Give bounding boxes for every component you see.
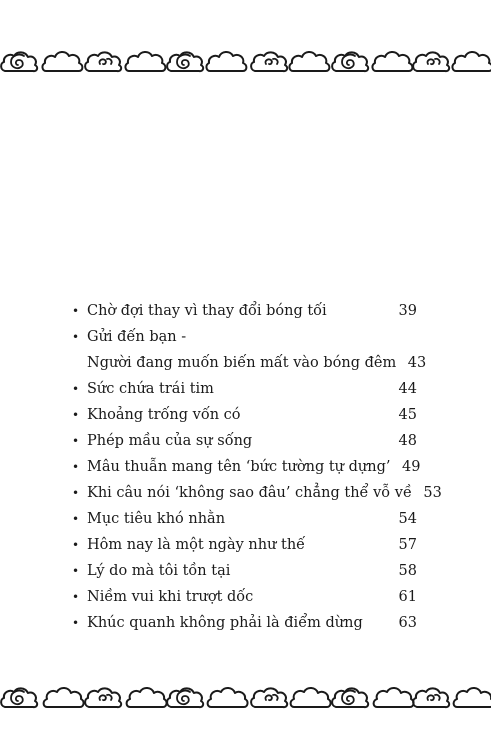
swirl-cloud-icon <box>332 52 368 71</box>
cloud-icon <box>206 52 246 71</box>
page-number: 58 <box>398 563 417 579</box>
cloud-icon <box>372 52 412 71</box>
entry-title: Chờ đợi thay vì thay đổi bóng tối <box>87 303 327 319</box>
cloud-icon <box>127 688 167 707</box>
cloud-icon <box>125 52 165 71</box>
swirl-cloud-icon <box>251 52 287 71</box>
toc-entry[interactable] <box>72 506 417 532</box>
cloud-icon <box>454 688 491 707</box>
entry-title: Khúc quanh không phải là điểm dừng <box>87 615 363 631</box>
page-number: 57 <box>398 537 417 553</box>
bullet-icon: • <box>72 590 80 604</box>
cloud-icon <box>44 688 84 707</box>
entry-title: Khi câu nói ‘không sao đâu’ chẳng thể vỗ về <box>87 485 412 501</box>
swirl-cloud-icon <box>167 688 203 707</box>
swirl-cloud-icon <box>1 688 37 707</box>
page-number: 54 <box>398 511 417 527</box>
entry-title: Mục tiêu khó nhằn <box>87 511 226 527</box>
swirl-cloud-icon <box>85 52 121 71</box>
swirl-cloud-icon <box>251 688 287 707</box>
swirl-cloud-icon <box>167 52 203 71</box>
bullet-icon: • <box>72 460 80 474</box>
page-number: 43 <box>407 355 427 371</box>
cloud-icon <box>374 688 414 707</box>
cloud-icon <box>208 688 248 707</box>
entry-title: Gửi đến bạn - <box>87 329 187 345</box>
cloud-icon <box>289 52 329 71</box>
cloud-icon <box>291 688 331 707</box>
toc-entry[interactable] <box>72 480 442 506</box>
bullet-icon: • <box>72 564 80 578</box>
bullet-icon: • <box>72 330 80 344</box>
swirl-cloud-icon <box>413 688 449 707</box>
cloud-row-bottom <box>0 682 491 716</box>
page-number: 61 <box>398 589 417 605</box>
toc-entry[interactable] <box>72 402 417 428</box>
bullet-icon: • <box>72 408 80 422</box>
bullet-icon: • <box>72 382 80 396</box>
entry-title: Hôm nay là một ngày như thế <box>87 537 306 553</box>
bullet-icon: • <box>72 512 80 526</box>
page-number: 44 <box>398 381 417 397</box>
bullet-icon: • <box>72 616 80 630</box>
swirl-cloud-icon <box>85 688 121 707</box>
entry-title: Phép mầu của sự sống <box>87 433 253 449</box>
cloud-row-top <box>0 46 491 80</box>
toc-entry[interactable] <box>72 584 417 610</box>
entry-title: Niềm vui khi trượt dốc <box>87 589 254 605</box>
toc-entry[interactable] <box>72 558 417 584</box>
page-number: 48 <box>398 433 417 449</box>
swirl-cloud-icon <box>1 52 37 71</box>
page-number: 53 <box>423 485 442 501</box>
entry-title: Khoảng trống vốn có <box>87 407 241 423</box>
toc-entry[interactable] <box>72 454 421 480</box>
entry-title-continued: Người đang muốn biến mất vào bóng đêm <box>87 355 397 371</box>
page-number: 45 <box>398 407 417 423</box>
cloud-icon <box>452 52 491 71</box>
swirl-cloud-icon <box>332 688 368 707</box>
bullet-icon: • <box>72 434 80 448</box>
toc-entry[interactable] <box>72 298 417 324</box>
page-number: 49 <box>402 459 421 475</box>
swirl-cloud-icon <box>413 52 449 71</box>
table-of-contents <box>72 298 442 636</box>
page-number: 39 <box>398 303 417 319</box>
entry-title: Sức chứa trái tim <box>87 381 214 397</box>
entry-title: Lý do mà tôi tồn tại <box>87 563 231 579</box>
top-cloud-border <box>0 46 491 80</box>
bullet-icon: • <box>72 304 80 318</box>
bullet-icon: • <box>72 538 80 552</box>
toc-entry[interactable] <box>72 376 417 402</box>
toc-entry[interactable] <box>72 532 417 558</box>
entry-title: Mâu thuẫn mang tên ‘bức tường tự dựng’ <box>87 459 391 475</box>
cloud-icon <box>42 52 82 71</box>
toc-entry[interactable] <box>72 610 417 636</box>
toc-entry[interactable] <box>72 324 427 376</box>
toc-entry[interactable] <box>72 428 417 454</box>
page-number: 63 <box>398 615 417 631</box>
bottom-cloud-border <box>0 682 491 716</box>
bullet-icon: • <box>72 486 80 500</box>
